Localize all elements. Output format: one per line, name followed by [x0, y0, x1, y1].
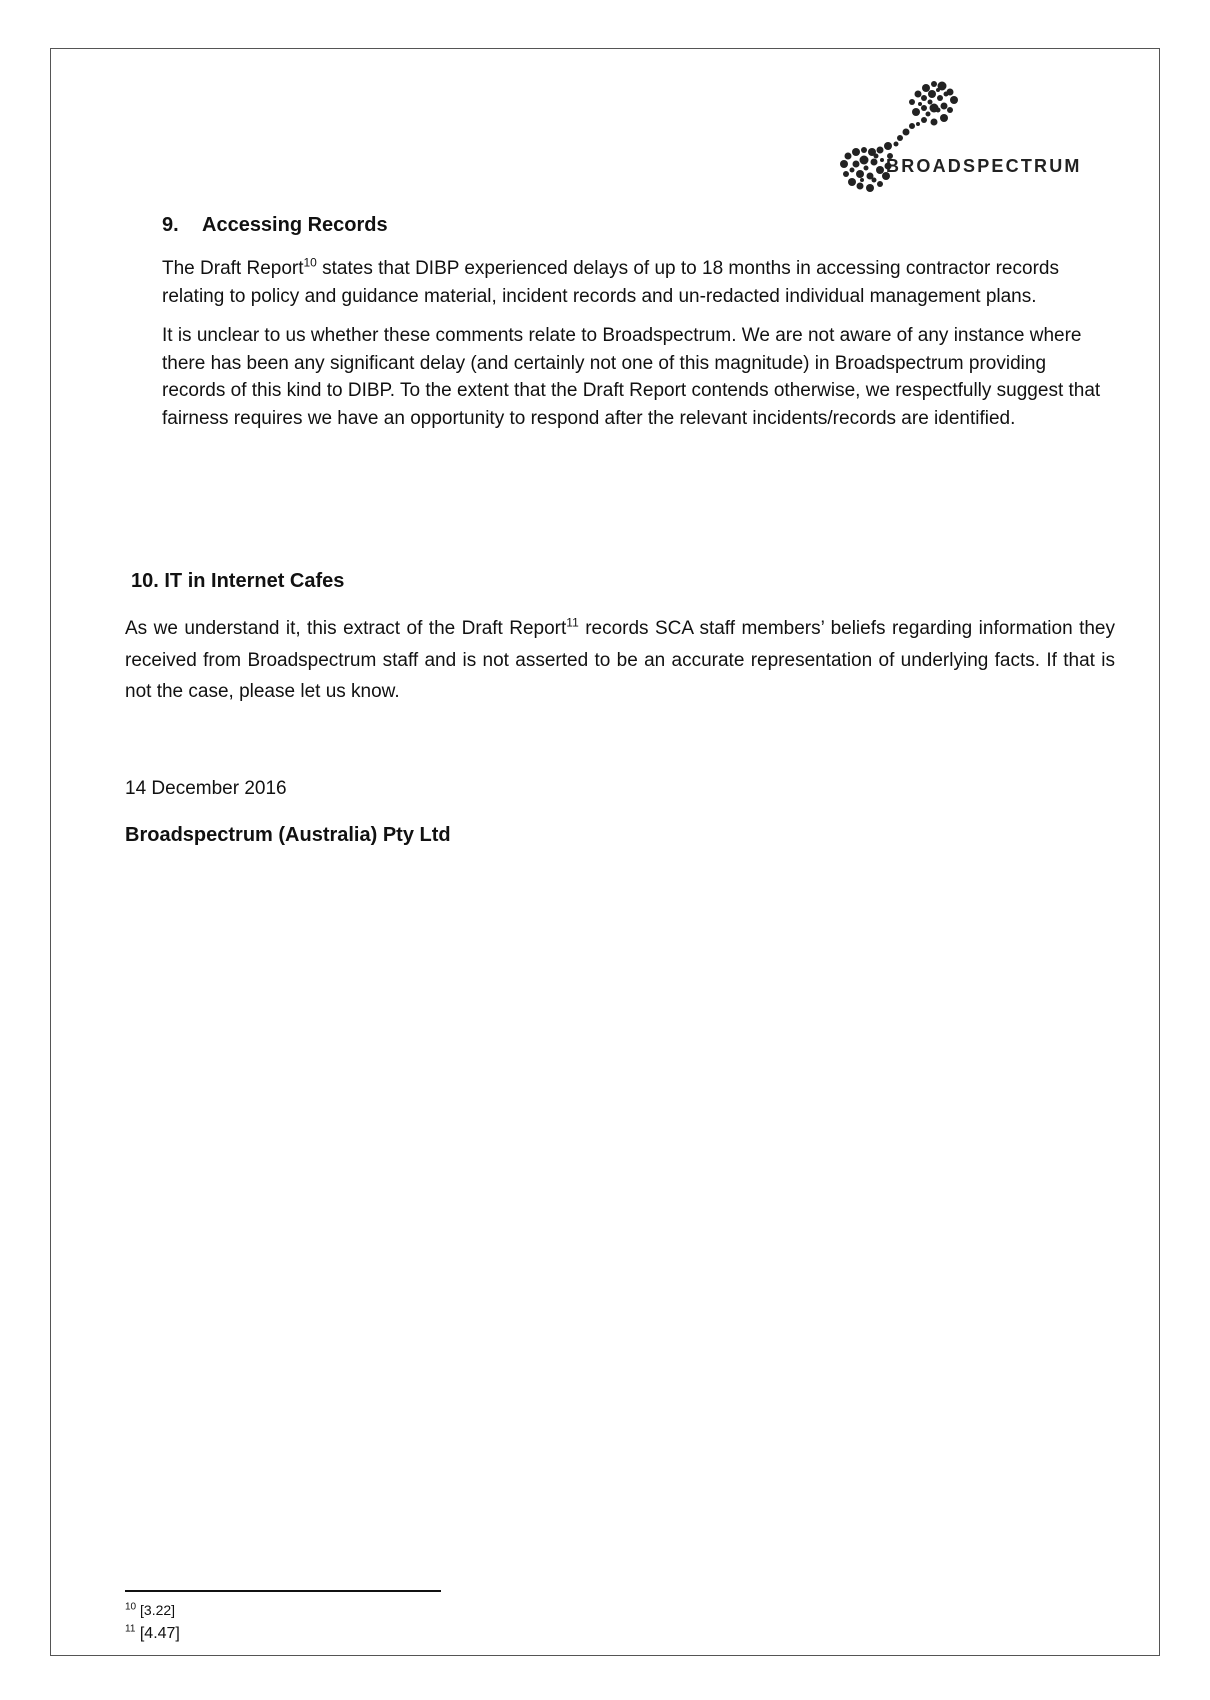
footnote-separator [125, 1590, 441, 1592]
footnote-text: [3.22] [140, 1602, 176, 1618]
section-accessing-records [162, 214, 1102, 444]
section-number: 10. [131, 570, 159, 592]
footnote-number: 10 [125, 1601, 137, 1613]
footnote-ref: 10 [303, 255, 317, 270]
broadspectrum-logo [800, 64, 1100, 204]
section-heading [125, 570, 1115, 593]
paragraph-text: As we understand it, this extract of the Draft Report [125, 618, 567, 639]
footnote-ref: 11 [566, 615, 579, 630]
footnote [125, 1602, 175, 1618]
paragraph: It is unclear to us whether these comments relate to Broadspectrum. We are not aware of any instance where there has been any significant delay (and certainly not one of this magnitude) in Broadspectrum providing records of this kind to DIBP. To the extent that the Draft Report contends otherwise, we respectfully suggest that fairness requires we have an opportunity to respond after the relevant incidents/records are identified. [162, 325, 1101, 429]
paragraph-text: records SCA staff members’ beliefs regarding information they received from Broadspectrum staff and is not asserted to be an accurate representation of underlying facts. If that is not the case, please let us know. [125, 618, 1115, 702]
footnote-number: 11 [125, 1623, 136, 1635]
section-it-internet-cafes [125, 570, 1115, 708]
section-title: IT in Internet Cafes [164, 570, 345, 592]
logo-figure-eight-icon [800, 64, 1100, 204]
footnote-text: [4.47] [139, 1625, 180, 1642]
section-title: Accessing Records [202, 214, 388, 236]
section-number: 9. [162, 214, 179, 236]
paragraph-text: states that DIBP experienced delays of up to 18 months in accessing contractor records relating to policy and guidance material, incident records and un-redacted individual management plans. [162, 258, 1059, 307]
paragraph-text: The Draft Report [162, 258, 304, 279]
signoff-date: 14 December 2016 [125, 778, 287, 799]
paragraph [162, 255, 1102, 310]
logo-wordmark: BROADSPECTRUM [886, 156, 1082, 176]
section-heading [162, 214, 1102, 237]
footnote [125, 1625, 180, 1643]
paragraph [125, 613, 1115, 708]
signoff-company: Broadspectrum (Australia) Pty Ltd [125, 824, 451, 846]
